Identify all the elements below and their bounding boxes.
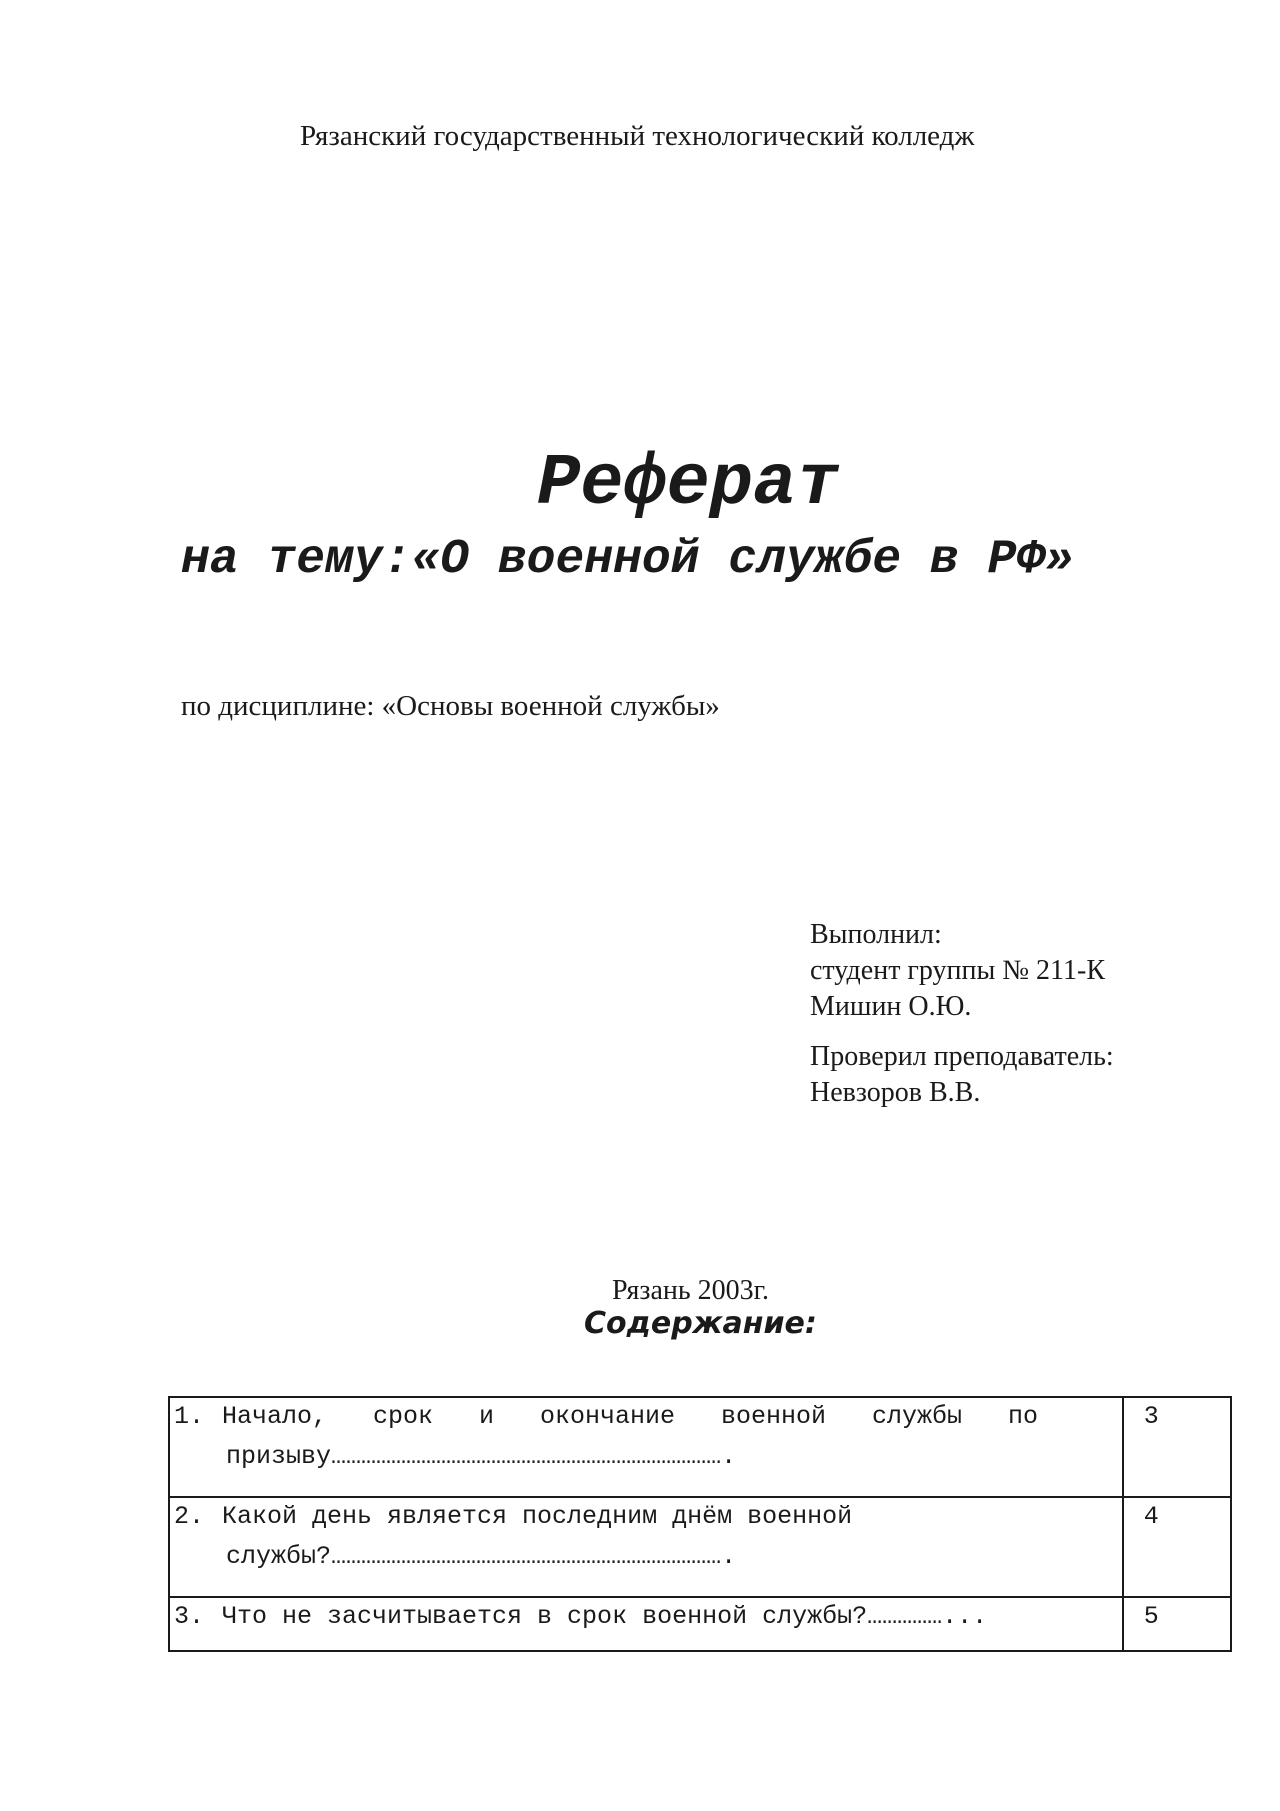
college-name: Рязанский государственный технологический колледж [300, 120, 975, 152]
student-name: Мишин О.Ю. [810, 991, 972, 1022]
contents-table [168, 1396, 1232, 1652]
document-subject: на тему:«О военной службе в РФ» [181, 533, 1074, 587]
discipline-line: по дисциплине: «Основы военной службы» [181, 690, 720, 722]
performed-label: Выполнил: [810, 919, 942, 950]
student-group: студент группы № 211-К [810, 955, 1105, 986]
toc-page-number: 5 [1123, 1597, 1231, 1651]
toc-entry [169, 1597, 1123, 1651]
toc-page-number: 4 [1123, 1497, 1231, 1597]
table-row [169, 1597, 1231, 1651]
city-year: Рязань 2003г. [612, 1275, 769, 1306]
checked-label: Проверил преподаватель: [810, 1041, 1114, 1072]
contents-heading: Содержание: [584, 1306, 817, 1341]
document-title: Реферат [537, 443, 840, 525]
signature-block [810, 917, 1114, 1111]
table-row [169, 1397, 1231, 1497]
toc-number: 1. [174, 1402, 205, 1431]
toc-number: 2. [174, 1502, 205, 1531]
toc-title-line1: Начало, срок и окончание военной службы по [222, 1402, 1038, 1431]
toc-title-line1: Какой день является последним днём военной [222, 1502, 853, 1531]
toc-title-line1: Что не засчитывается в срок военной службы?……………... [222, 1602, 988, 1631]
table-row [169, 1497, 1231, 1597]
toc-entry [169, 1397, 1123, 1497]
toc-page-number: 3 [1123, 1397, 1231, 1497]
toc-title-line2: службы?……………………………………………………………………. [226, 1542, 737, 1571]
teacher-name: Невзоров В.В. [810, 1077, 981, 1108]
toc-title-line2: призыву……………………………………………………………………. [226, 1442, 737, 1471]
toc-entry [169, 1497, 1123, 1597]
toc-number: 3. [174, 1602, 205, 1631]
